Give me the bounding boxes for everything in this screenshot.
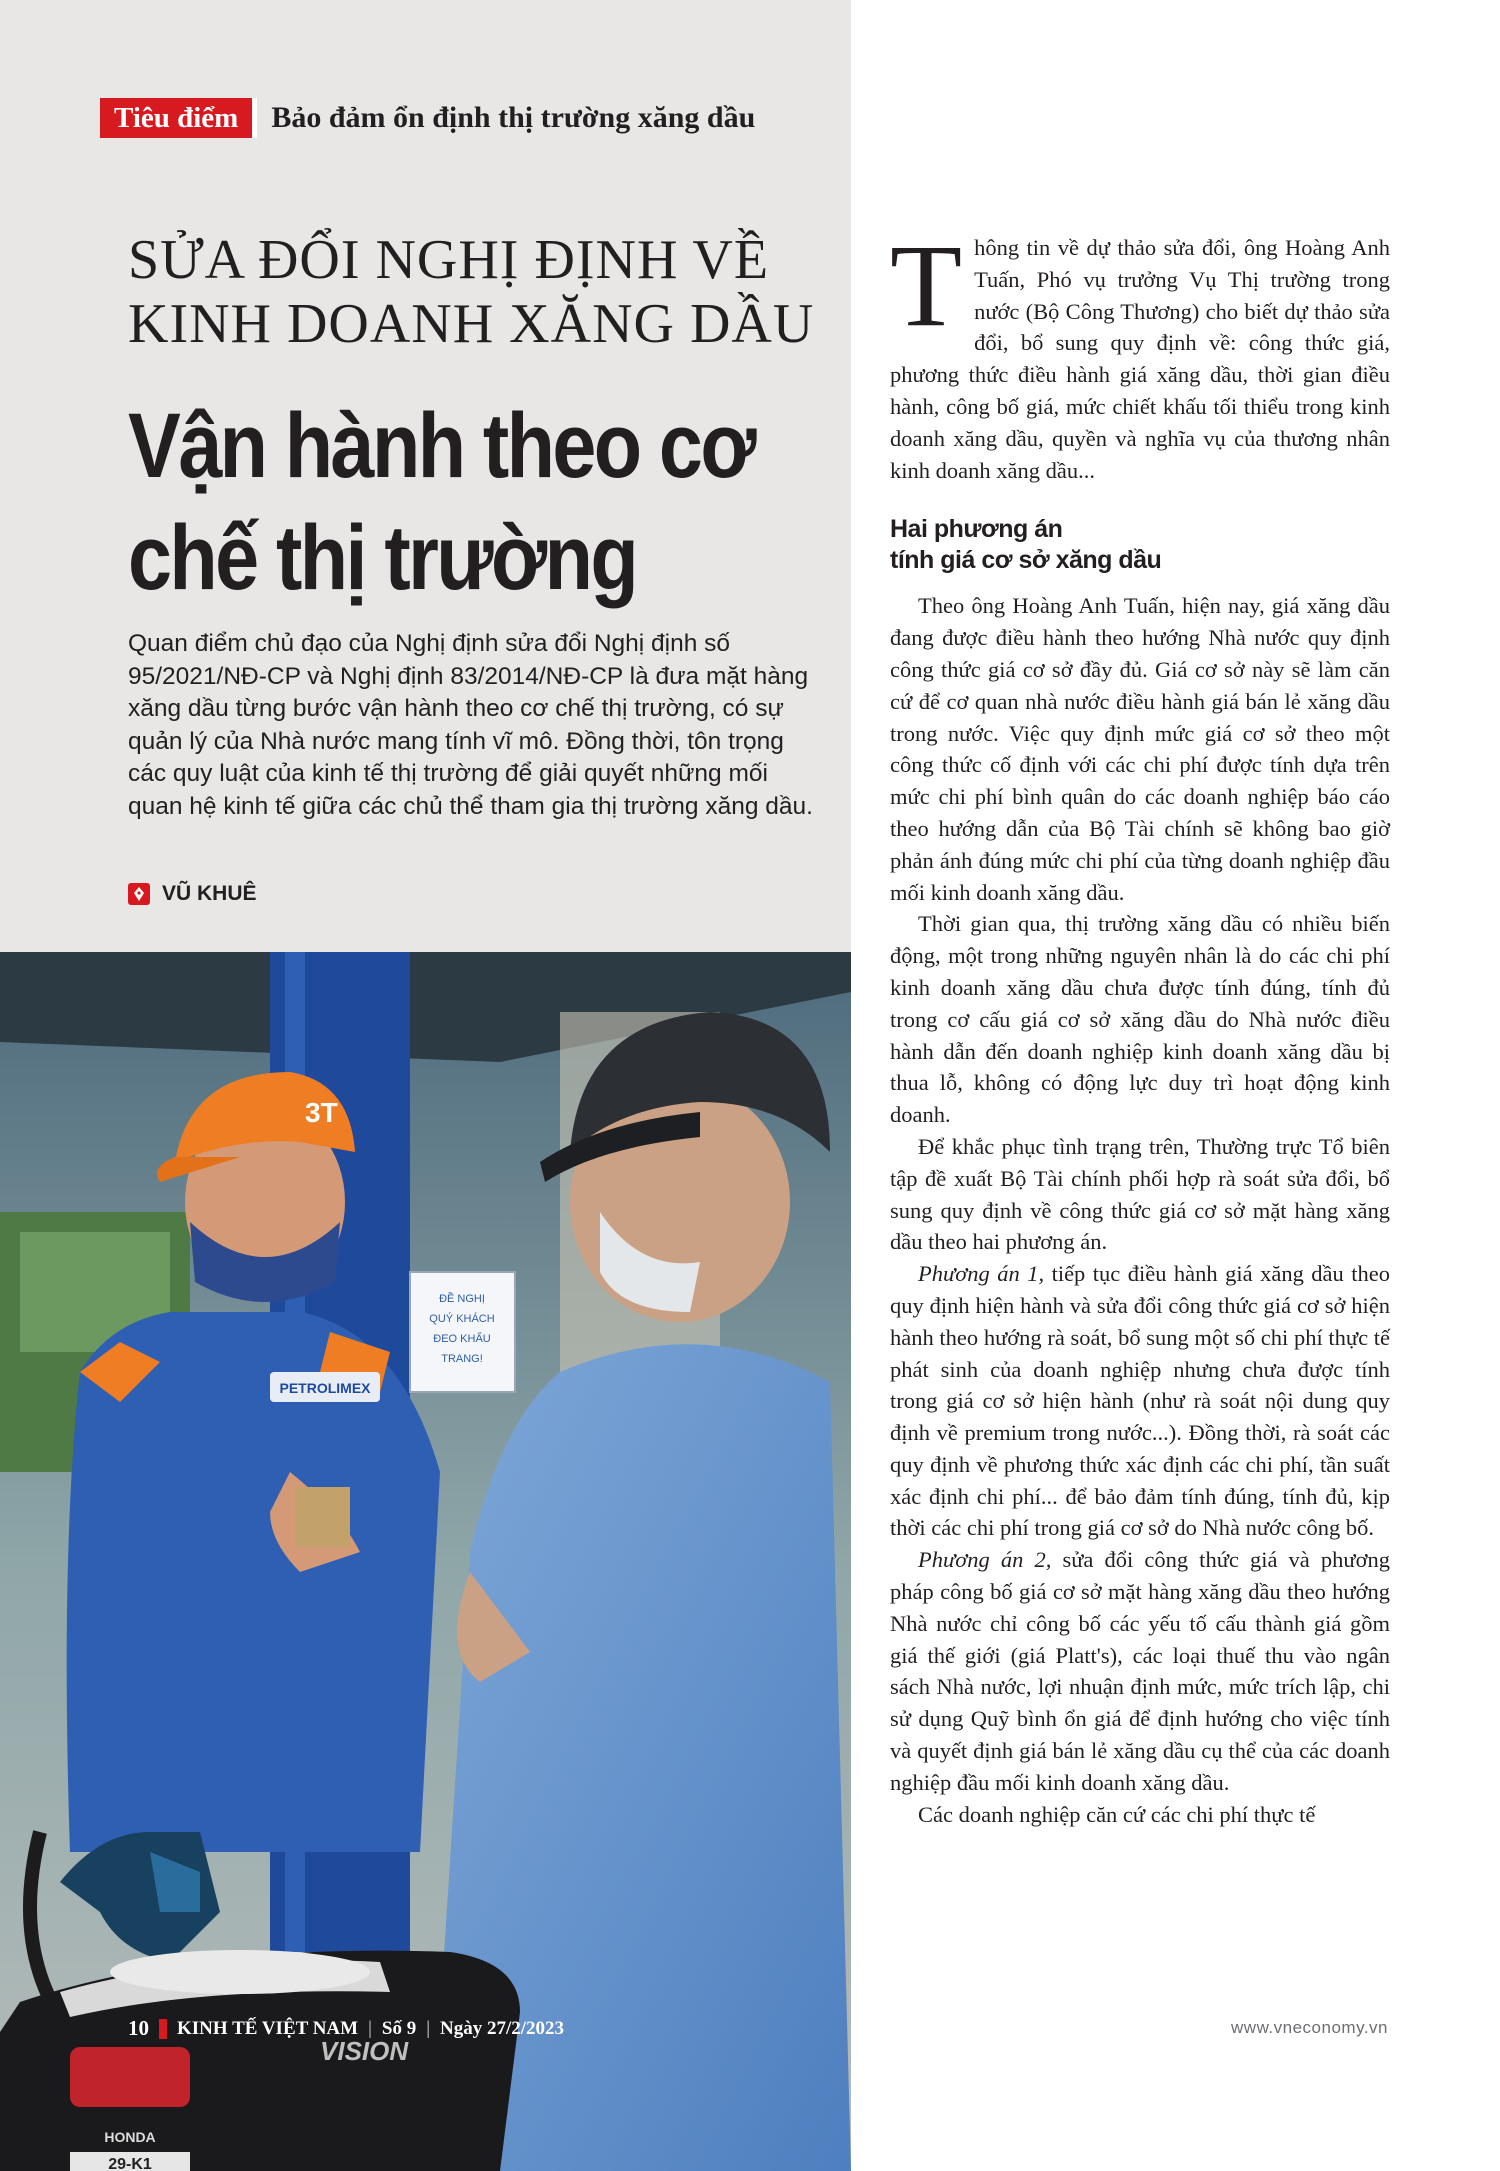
footer-separator: | — [368, 2017, 372, 2039]
paragraph: Các doanh nghiệp căn cứ các chi phí thực tế — [918, 1801, 1316, 1827]
paragraph: Phương án 2, sửa đổi công thức giá và phương pháp công bố giá cơ sở mặt hàng xăng dầu theo hướng Nhà nước chỉ công bố các yếu tố cấu thành giá gồm giá thế giới (giá Platt's), các loại thuế thu vào ngân sách Nhà nước, lợi nhuận định mức, mức trích lập, chi sử dụng Quỹ bình ổn giá để định hướng cho việc tính và quyết định giá bán lẻ xăng dầu cụ thể của các doanh nghiệp đầu mối kinh doanh xăng dầu. — [890, 1547, 1390, 1795]
sign-line-1: ĐỀ NGHỊ — [439, 1293, 485, 1305]
magazine-name: KINH TẾ VIỆT NAM — [177, 2017, 359, 2039]
subheading-line-2: tính giá cơ sở xăng dầu — [890, 546, 1162, 575]
license-plate: 29-K1 — [108, 2156, 152, 2171]
pen-icon — [128, 883, 150, 905]
kicker-line-1: SỬA ĐỔI NGHỊ ĐỊNH VỀ — [128, 229, 770, 291]
sign-line-4: TRANG! — [441, 1353, 483, 1365]
badge-text: PETROLIMEX — [279, 1380, 371, 1396]
issue-number: Số 9 — [381, 2017, 417, 2039]
title-line-1: Vận hành theo cơ — [128, 395, 755, 497]
drop-cap: T — [890, 220, 963, 351]
article-photo — [0, 952, 851, 2171]
option-label: Phương án 2, — [918, 1547, 1052, 1573]
page-footer — [128, 2016, 564, 2041]
sign — [410, 1272, 515, 1392]
byline — [128, 882, 257, 906]
cap-text: 3T — [305, 1097, 338, 1128]
vehicle-brand: HONDA — [104, 2129, 156, 2145]
title-line-2: chế thị trường — [128, 507, 637, 609]
paragraph: Thông tin về dự thảo sửa đổi, ông Hoàng Anh Tuấn, Phó vụ trưởng Vụ Thị trường trong nước (Bộ Công Thương) cho biết dự thảo sửa đổi, bổ sung quy định về: công thức giá, phương thức điều hành giá xăng dầu, thời gian điều hành, công bố giá, mức chiết khấu tối thiểu trong kinh doanh xăng dầu, quyền và nghĩa vụ của thương nhân kinh doanh xăng dầu... — [890, 220, 1390, 483]
sign-line-3: ĐEO KHẨU — [433, 1333, 491, 1345]
subheading-line-1: Hai phương án — [890, 515, 1063, 544]
section-label: Tiêu điểm — [100, 98, 252, 138]
option-label: Phương án 1, — [918, 1261, 1045, 1287]
sign-line-2: QUÝ KHÁCH — [429, 1313, 495, 1325]
kicker-line-2: KINH DOANH XĂNG DẦU — [128, 293, 815, 355]
article-body — [890, 220, 1390, 1830]
paragraph: Theo ông Hoàng Anh Tuấn, hiện nay, giá xăng dầu đang được điều hành theo hướng Nhà nước quy định công thức giá cơ sở đầy đủ. Giá cơ sở này sẽ làm căn cứ để cơ quan nhà nước điều hành giá bán lẻ xăng dầu trong nước. Việc quy định mức giá cơ sở theo một công thức cố định với các chi phí được tính dựa trên mức chi phí bình quân do các doanh nghiệp báo cáo theo hướng dẫn của Bộ Tài chính sẽ không bao giờ phản ánh đúng mức chi phí của từng doanh nghiệp đầu mối kinh doanh xăng dầu. — [890, 593, 1390, 905]
section-title: Bảo đảm ổn định thị trường xăng dầu — [252, 98, 755, 138]
website: www.vneconomy.vn — [1231, 2018, 1388, 2037]
article-kicker — [128, 228, 828, 356]
article-sapo: Quan điểm chủ đạo của Nghị định sửa đổi Nghị định số 95/2021/NĐ-CP và Nghị định 83/2014/NĐ-CP là đưa mặt hàng xăng dầu từng bước vận hành theo cơ chế thị trường, có sự quản lý của Nhà nước mang tính vĩ mô. Đồng thời, tôn trọng các quy luật của kinh tế thị trường để giải quyết những mối quan hệ kinh tế giữa các chủ thể tham gia thị trường xăng dầu. — [128, 630, 813, 820]
issue-date: Ngày 27/2/2023 — [440, 2017, 565, 2039]
author-name: VŨ KHUÊ — [162, 882, 257, 905]
vehicle-model: VISION — [320, 2036, 409, 2066]
page-number: 10 — [128, 2016, 149, 2040]
section-tag — [100, 98, 755, 138]
paragraph: Để khắc phục tình trạng trên, Thường trực Tổ biên tập đề xuất Bộ Tài chính phối hợp rà soát sửa đổi, bổ sung quy định về công thức giá cơ sở mặt hàng xăng dầu theo hai phương án. — [890, 1133, 1390, 1255]
footer-separator: | — [426, 2017, 431, 2039]
footer-mark — [159, 2019, 167, 2039]
paragraph: Thời gian qua, thị trường xăng dầu có nhiều biến động, một trong những nguyên nhân là do các chi phí kinh doanh xăng dầu chưa được tính đúng, tính đủ trong cơ cấu giá cơ sở xăng dầu do Nhà nước điều hành dẫn đến doanh nghiệp kinh doanh xăng dầu bị thua lỗ, không có động lực duy trì hoạt động kinh doanh. — [890, 911, 1390, 1128]
paragraph: Phương án 1, tiếp tục điều hành giá xăng dầu theo quy định hiện hành và sửa đổi công thức giá cơ sở hiện hành theo hướng rà soát, bổ sung một số chi phí thực tế phát sinh của doanh nghiệp nhưng chưa được tính trong giá cơ sở hiện hành (như rà soát nội dung quy định về premium trong nước...). Đồng thời, rà soát các quy định về phương thức xác định các chi phí, tần suất xác định chi phí... để bảo đảm tính đúng, tính đủ, kịp thời các chi phí trong giá cơ sở do Nhà nước công bố. — [890, 1261, 1390, 1541]
subheading — [890, 514, 1390, 576]
article-title — [128, 390, 755, 614]
